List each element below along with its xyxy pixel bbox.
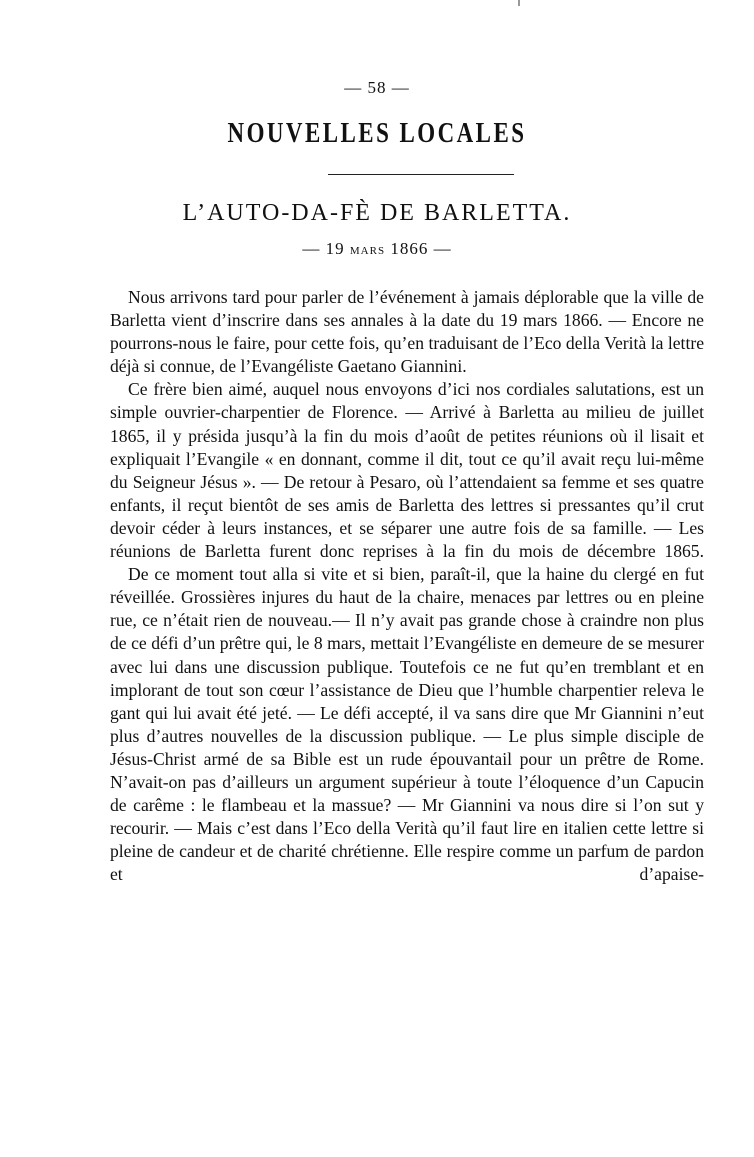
page-number: — 58 — xyxy=(344,78,410,97)
paragraph-3: De ce moment tout alla si vite et si bien, paraît-il, que la haine du clergé en fut réveillée. Grossières injures du haut de la chaire, menaces par lettres ou en pleine rue, ce n’était rien de nouveau.— Il n’y avait pas grande chose à craindre non plus de ce défi d’un prêtre qui, le 8 mars, mettait l’Evangéliste en demeure de se mesurer avec lui dans une discussion publique. Toutefois ce ne fut qu’en tremblant et en implorant de tout son cœur l’assistance de Dieu que l’humble charpentier releva le gant qui lui avait été jeté. — Le défi accepté, il va sans dire que Mr Giannini n’eut plus d’autres nouvelles de la discussion publique. — Le plus simple disciple de Jésus-Christ armé de sa Bible est un rude épouvantail pour un prêtre de Rome. N’avait-on pas d’ailleurs un argument supérieur à toute l’éloquence d’un Capucin de carême : le flambeau et la massue? — Mr Giannini va nous dire si l’on sut y recourir. — Mais c’est dans l’Eco della Verità qu’il faut lire en italien cette lettre si pleine de candeur et de charité chrétienne. Elle respire comme un parfum de pardon et d’apaise- xyxy=(110,564,704,885)
article-title: L’AUTO-DA-FÈ DE BARLETTA. xyxy=(182,200,572,226)
title-divider xyxy=(328,174,514,175)
paragraph-1: Nous arrivons tard pour parler de l’événement à jamais déplorable que la ville de Barletta vient d’inscrire dans ses annales à la date du 19 mars 1866. — Encore ne pourrons-nous le faire, pour cette fois, qu’en traduisant de l’Eco della Verità la lettre déjà si connue, de l’Evangéliste Gaetano Giannini. xyxy=(110,287,704,377)
paragraph-2: Ce frère bien aimé, auquel nous envoyons d’ici nos cordiales salutations, est un simple ouvrier-charpentier de Florence. — Arrivé à Barletta au milieu de juillet 1865, il y présida jusqu’à la fin du mois d’août de petites réunions où il lisait et expliquait l’Evangile « en donnant, comme il dit, tout ce qu’il avait reçu lui-même du Seigneur Jésus ». — De retour à Pesaro, où l’attendaient sa femme et ses quatre enfants, il reçut bientôt de ses amis de Barletta des lettres si pressantes qu’il crut devoir céder à leurs instances, et se séparer une autre fois de sa famille. — Les réunions de Barletta furent donc reprises à la fin du mois de décembre 1865. xyxy=(110,379,704,562)
section-title: NOUVELLES LOCALES xyxy=(227,118,527,149)
date-month: mars xyxy=(349,242,386,258)
article-dateline xyxy=(0,239,754,259)
date-prefix: — 19 xyxy=(302,239,350,258)
date-suffix: 1866 — xyxy=(385,239,452,258)
scan-mark xyxy=(518,0,520,6)
article-body xyxy=(110,286,704,886)
